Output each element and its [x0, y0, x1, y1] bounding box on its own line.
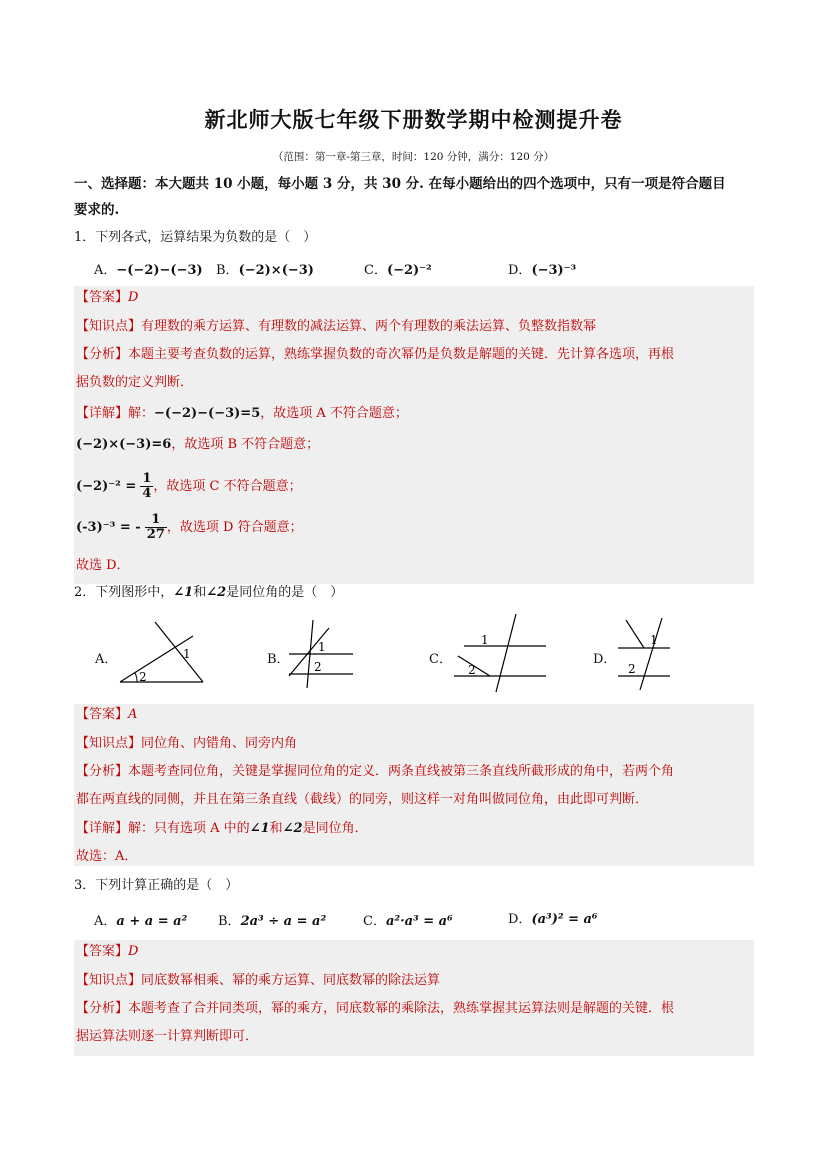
- q2-answer: 【答案】A: [76, 707, 138, 722]
- page-subtitle: （范围：第一章-第三章，时间：120 分钟，满分：120 分）: [272, 151, 555, 163]
- q3-stem: 3．下列计算正确的是（ ）: [74, 878, 239, 893]
- q1-stem: 1．下列各式，运算结果为负数的是（ ）: [74, 230, 317, 245]
- q1-detail-line4: (-3)⁻³ = - $\frac{1}{27}$ ，故选项 D 符合题意；: [76, 512, 303, 542]
- q2-conclusion: 故选：A．: [76, 849, 138, 864]
- q1-detail-line1: 【详解】解：−(−2)−(−3)=5，故选项 A 不符合题意；: [76, 406, 408, 421]
- figure-c-transversal: [496, 614, 516, 692]
- q3-analysis-line1: 【分析】本题考查了合并同类项，幂的乘方，同底数幂的乘除法，熟练掌握其运算法则是解题的关键．根: [76, 1001, 675, 1016]
- q3-analysis-line2: 据运算法则逐一计算判断即可．: [76, 1029, 259, 1044]
- q1-detail-line2: (−2)×(−3)=6，故选项 B 不符合题意；: [76, 437, 320, 452]
- page-title: 新北师大版七年级下册数学期中检测提升卷: [204, 107, 623, 132]
- q3-answer: 【答案】D: [76, 944, 139, 959]
- q2-detail: 【详解】解：只有选项 A 中的∠1和∠2是同位角．: [76, 821, 368, 836]
- q2-stem: 2．下列图形中，∠1和∠2是同位角的是（ ）: [74, 585, 344, 600]
- q2-figure-b: [285, 618, 360, 690]
- q1-option-a: A．−(−2)−(−3): [94, 263, 203, 278]
- figure-d-angle2-label: 2: [628, 662, 636, 676]
- q2-figure-a: [115, 618, 210, 690]
- q3-knowledge: 【知识点】同底数幂相乘、幂的乘方运算、同底数幂的除法运算: [76, 973, 441, 988]
- q1-option-b: B．(−2)×(−3): [216, 263, 314, 278]
- q2-figure-d: [614, 614, 674, 692]
- q2-knowledge: 【知识点】同位角、内错角、同旁内角: [76, 736, 298, 751]
- figure-a-transversal: [155, 622, 203, 682]
- q1-option-c: C．(−2)⁻²: [364, 263, 432, 278]
- q1-analysis-line2: 据负数的定义判断．: [76, 375, 194, 390]
- figure-b-angle2-label: 2: [314, 660, 322, 674]
- section-heading-line2: 要求的.: [74, 202, 120, 218]
- q3-option-c: C．a²·a³ = a⁶: [363, 914, 453, 929]
- q2-figure-a-label: A．: [95, 652, 118, 667]
- q1-detail-line3: (−2)⁻² = $\frac{1}{4}$ ，故选项 C 不符合题意；: [76, 471, 302, 501]
- figure-c-angle1-label: 1: [481, 633, 489, 647]
- q3-option-a: A．a + a = a²: [94, 914, 188, 929]
- figure-a-angle2-arc: [135, 673, 137, 682]
- q2-solution-box: [74, 704, 754, 866]
- figure-d-angle1-label: 1: [650, 633, 658, 647]
- fraction-1-4: $\frac{1}{4}$: [142, 471, 152, 501]
- q2-figure-c-label: C．: [429, 652, 452, 667]
- figure-a-angle1-label: 1: [183, 647, 191, 661]
- figure-a-angle2-label: 2: [139, 670, 147, 684]
- section-heading-line1: 一、选择题：本大题共 10 小题，每小题 3 分，共 30 分. 在每小题给出的四个选项中，只有一项是符合题目: [74, 176, 726, 192]
- q1-option-d: D．(−3)⁻³: [508, 263, 577, 278]
- figure-d-transversal: [640, 618, 662, 690]
- q3-option-d: D．(a³)² = a⁶: [508, 912, 598, 927]
- q3-option-b: B．2a³ ÷ a = a²: [218, 914, 327, 929]
- fraction-1-27: $\frac{1}{27}$: [146, 512, 165, 542]
- q2-figure-d-label: D．: [593, 652, 617, 667]
- figure-b-angle1-label: 1: [318, 640, 326, 654]
- q2-figure-b-label: B．: [267, 652, 290, 667]
- figure-d-slant: [626, 620, 644, 648]
- q1-answer: 【答案】D: [76, 290, 139, 305]
- q2-analysis-line2: 都在两直线的同侧，并且在第三条直线（截线）的同旁，则这样一对角叫做同位角，由此即可判断．: [76, 792, 649, 807]
- q1-analysis-line1: 【分析】本题主要考查负数的运算，熟练掌握负数的奇次幂仍是负数是解题的关键．先计算各选项，再根: [76, 347, 675, 362]
- figure-c-angle2-label: 2: [468, 663, 476, 677]
- q2-figure-c: [450, 612, 550, 694]
- q1-knowledge: 【知识点】有理数的乘方运算、有理数的减法运算、两个有理数的乘法运算、负整数指数幂: [76, 319, 597, 334]
- q1-conclusion: 故选 D．: [76, 558, 130, 573]
- q2-analysis-line1: 【分析】本题考查同位角，关键是掌握同位角的定义．两条直线被第三条直线所截形成的角中，若两个角: [76, 764, 675, 779]
